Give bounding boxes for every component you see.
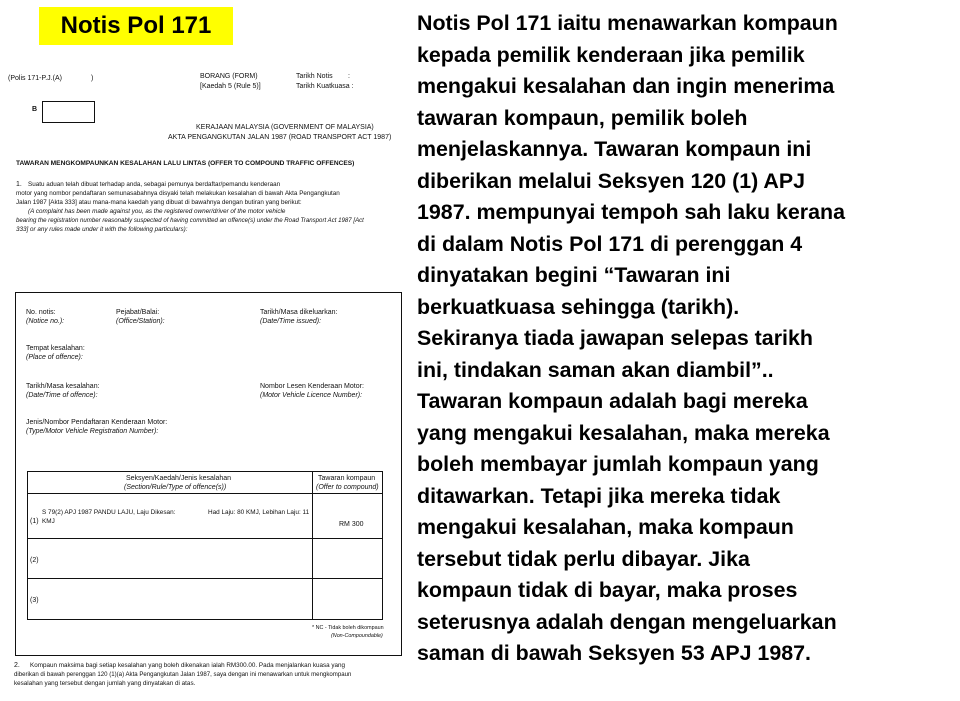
form-p1-num: 1. [16, 181, 22, 188]
form-office: (Office/Station): [116, 318, 165, 325]
form-b-box [42, 101, 95, 123]
table-header-line [27, 493, 383, 494]
form-akta: AKTA PENGANGKUTAN JALAN 1987 (ROAD TRANSPORT ACT 1987) [168, 134, 392, 141]
table-top-line [27, 471, 383, 472]
table-row3-num: (3) [30, 597, 39, 604]
notis-pol-171-form [6, 66, 404, 698]
table-left-line [27, 471, 28, 619]
form-b-label: B [32, 106, 38, 113]
form-type: (Type/Motor Vehicle Registration Number): [26, 428, 159, 435]
form-no-notis: No. notis: [26, 309, 56, 316]
form-pejabat: Pejabat/Balai: [116, 309, 160, 316]
explanation-text: Notis Pol 171 iaitu menawarkan kompaun kepada pemilik kenderaan jika pemilik mengakui kesalahan dan ingin menerima tawaran kompaun, pemilik boleh menjelaskannya. Tawaran kompaun ini diberikan melalui Seksyen 120 (1) APJ 1987. mempunyai tempoh sah laku kerana di dalam Notis Pol 171 di perenggan 4 dinyatakan begini “Tawaran ini berkuatkuasa sehingga (tarikh). Sekiranya tiada jawapan selepas tarikh ini, tindakan saman akan diambil”.. Tawaran kompaun adalah bagi mereka yang mengakui kesalahan, maka mereka boleh membayar jumlah kompaun yang ditawarkan. Tetapi jika mereka tidak mengakui kesalahan, maka kompaun tersebut tidak perlu dibayar. Jika kompaun tidak di bayar, maka proses seterusnya adalah dengan mengeluarkan saman di bawah Seksyen 53 APJ 1987. [417, 11, 845, 665]
form-code: (Polis 171-P.J.(A) [8, 75, 62, 82]
form-tempat: Tempat kesalahan: [26, 345, 85, 352]
form-heading: TAWARAN MENGKOMPAUNKAN KESALAHAN LALU LINTAS (OFFER TO COMPOUND TRAFFIC OFFENCES) [16, 160, 355, 167]
table-row1-line [27, 538, 383, 539]
form-lesen: Nombor Lesen Kenderaan Motor: [260, 383, 364, 390]
form-jenis: Jenis/Nombor Pendaftaran Kenderaan Motor: [26, 419, 168, 426]
table-col2-header-en: (Offer to compound) [316, 484, 379, 491]
form-colon: : [348, 73, 350, 80]
form-kaedah: [Kaedah 5 (Rule 5)] [200, 83, 261, 90]
table-col1-header: Seksyen/Kaedah/Jenis kesalahan [126, 475, 232, 482]
form-notice-no: (Notice no.): [26, 318, 65, 325]
form-p2-line2: diberikan di bawah perenggan 120 (1)(a) Akta Pengangkutan Jalan 1987, saya dengan ini menawarkan untuk mengkompaun [14, 671, 352, 678]
table-right-line [382, 471, 383, 619]
table-row3-line [27, 619, 383, 620]
form-date-offence: (Date/Time of offence): [26, 392, 98, 399]
form-tarikh-notis: Tarikh Notis [296, 73, 333, 80]
form-borang: BORANG (FORM) [200, 73, 258, 80]
table-row2-num: (2) [30, 557, 39, 564]
slide-title: Notis Pol 171 [39, 7, 233, 45]
form-tarikh-dikeluarkan: Tarikh/Masa dikeluarkan: [260, 309, 338, 316]
form-p1-line6: 333] or any rules made under it with the following particulars): [16, 226, 188, 233]
form-code-paren: ) [91, 75, 94, 82]
form-tarikh-kesalahan: Tarikh/Masa kesalahan: [26, 383, 100, 390]
form-p1-line2: motor yang nombor pendaftaran semunasabahnya disyaki telah melakukan kesalahan di bawah Akta Pengangkutan [16, 190, 340, 197]
table-nc-note-en: (Non-Compoundable) [331, 633, 383, 639]
form-p2-num: 2. [14, 662, 20, 669]
form-tarikh-kuatkuasa: Tarikh Kuatkuasa : [296, 83, 354, 90]
form-p1-line5: bearing the registration number reasonably suspected of having committed an offence(s) under the Road Transport Act 1987 [Act [16, 217, 364, 224]
form-place: (Place of offence): [26, 354, 83, 361]
table-nc-note: * NC - Tidak boleh dikompaun [312, 625, 384, 631]
form-p1-line4: (A complaint has been made against you, as the registered owner/driver of the motor vehicle [28, 208, 286, 215]
table-row2-line [27, 578, 383, 579]
form-p1-line3: Jalan 1987 [Akta 333] atau mana-mana kaedah yang dibuat di bawahnya dengan butiran yang berikut: [16, 199, 302, 206]
table-row1-speed: Had Laju: 80 KMJ, Lebihan Laju: 11 [208, 509, 310, 516]
form-p1-line1: Suatu aduan telah dibuat terhadap anda, sebagai pemunya berdaftar/pemandu kenderaan [28, 181, 281, 188]
form-kerajaan: KERAJAAN MALAYSIA (GOVERNMENT OF MALAYSIA) [196, 124, 374, 131]
table-mid-line [312, 471, 313, 619]
table-row1-offence: S 79(2) APJ 1987 PANDU LAJU, Laju Dikesan: [42, 509, 176, 516]
table-row1-num: (1) [30, 518, 39, 525]
table-col2-header: Tawaran kompaun [318, 475, 376, 482]
form-p2-line1: Kompaun maksima bagi setiap kesalahan yang boleh dikenakan ialah RM300.00. Pada menjalankan kuasa yang [30, 662, 346, 669]
table-row1-unit: KMJ [42, 518, 55, 525]
form-licence: (Motor Vehicle Licence Number): [260, 392, 363, 399]
table-row1-amount: RM 300 [339, 521, 364, 528]
form-p2-line3: kesalahan yang tersebut dengan jumlah yang dinyatakan di atas. [14, 680, 196, 687]
table-col1-header-en: (Section/Rule/Type of offence(s)) [124, 484, 227, 491]
form-date-issued: (Date/Time issued): [260, 318, 322, 325]
